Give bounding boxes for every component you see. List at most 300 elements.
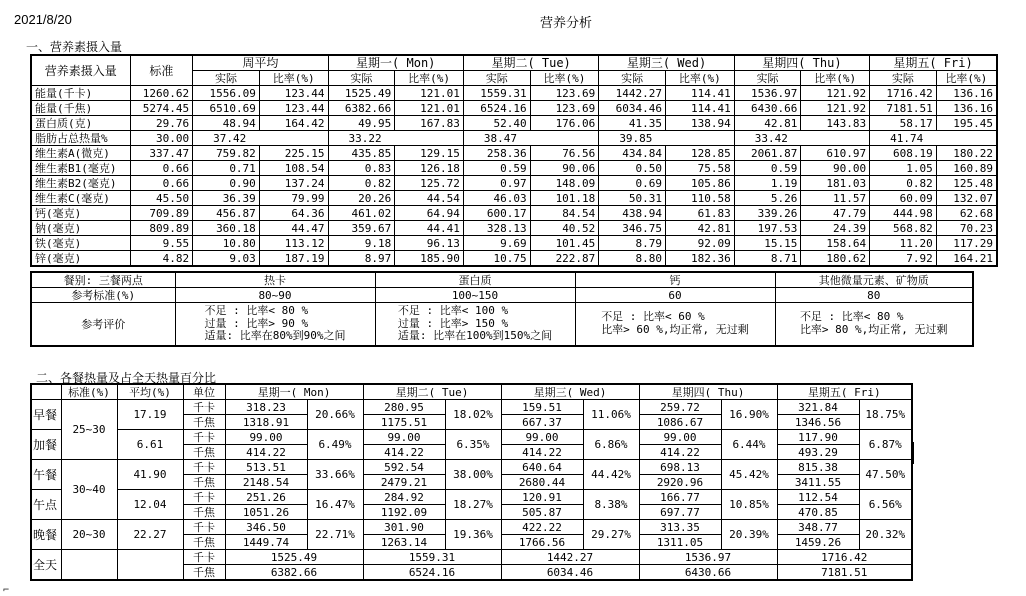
total-kj-value: 7181.51	[777, 565, 912, 581]
actual-value: 52.40	[463, 116, 530, 131]
col-header-actual: 实际	[599, 71, 666, 86]
fat-ratio-value: 38.47	[463, 131, 598, 146]
blank-header	[31, 384, 61, 400]
meal-average: 41.90	[117, 460, 183, 490]
ratio-value: 90.00	[801, 161, 870, 176]
evaluation-line: 不足 : 比率< 60 %	[601, 310, 705, 324]
energy-percent: 38.00%	[445, 460, 501, 490]
actual-value: 5.26	[734, 191, 801, 206]
actual-value: 461.02	[328, 206, 395, 221]
kj-value: 1459.26	[777, 535, 859, 550]
ratio-value: 225.15	[259, 146, 328, 161]
energy-percent: 47.50%	[859, 460, 912, 490]
actual-value: 438.94	[599, 206, 666, 221]
reference-category-row	[31, 272, 973, 288]
energy-percent: 18.75%	[859, 400, 912, 430]
kj-value: 2148.54	[225, 475, 307, 490]
actual-value: 2061.87	[734, 146, 801, 161]
ratio-value: 125.48	[936, 176, 997, 191]
energy-percent: 11.06%	[583, 400, 639, 430]
energy-percent: 45.42%	[721, 460, 777, 490]
total-kj-value: 6430.66	[639, 565, 777, 581]
evaluation-lines	[601, 311, 749, 336]
ratio-value: 126.18	[395, 161, 464, 176]
ratio-value: 79.99	[259, 191, 328, 206]
actual-value: 8.79	[599, 236, 666, 251]
reference-standard-value: 80	[775, 288, 973, 303]
total-kcal-value: 1525.49	[225, 550, 363, 565]
col-header-actual: 实际	[328, 71, 395, 86]
ratio-value: 167.83	[395, 116, 464, 131]
kcal-value: 422.22	[501, 520, 583, 535]
corner-mark: ⌐	[3, 585, 10, 596]
intake-header-row	[31, 55, 997, 71]
total-kcal-value: 1536.97	[639, 550, 777, 565]
reference-category-name: 钙	[575, 272, 775, 288]
actual-value: 0.97	[463, 176, 530, 191]
kcal-value: 313.35	[639, 520, 721, 535]
energy-percent: 20.39%	[721, 520, 777, 550]
actual-value: 1442.27	[599, 86, 666, 101]
energy-percent: 6.87%	[859, 430, 912, 460]
intake-row	[31, 206, 997, 221]
actual-value: 1.19	[734, 176, 801, 191]
ratio-value: 164.21	[936, 251, 997, 267]
ratio-value: 90.06	[530, 161, 599, 176]
kcal-value: 318.23	[225, 400, 307, 415]
ratio-value: 108.54	[259, 161, 328, 176]
ratio-value: 96.13	[395, 236, 464, 251]
evaluation-lines	[800, 311, 948, 336]
unit-kj: 千焦	[183, 565, 225, 581]
kcal-value: 815.38	[777, 460, 859, 475]
total-kj-value: 6382.66	[225, 565, 363, 581]
ratio-value: 24.39	[801, 221, 870, 236]
ratio-value: 117.29	[936, 236, 997, 251]
actual-value: 339.26	[734, 206, 801, 221]
ratio-value: 11.57	[801, 191, 870, 206]
reference-evaluation-row	[31, 303, 973, 347]
total-kj-value: 6034.46	[501, 565, 639, 581]
evaluation-lines	[205, 305, 346, 343]
ratio-value: 222.87	[530, 251, 599, 267]
meal-row-kcal	[31, 430, 912, 445]
meal-standard: 30~40	[61, 460, 117, 520]
meal-average: 22.27	[117, 520, 183, 550]
reference-category-name: 其他微量元素、矿物质	[775, 272, 973, 288]
kcal-value: 592.54	[363, 460, 445, 475]
ratio-value: 182.36	[665, 251, 734, 267]
evaluation-line: 不足 : 比率< 80 %	[204, 304, 309, 318]
unit-kj: 千焦	[183, 415, 225, 430]
actual-value: 46.03	[463, 191, 530, 206]
meal-row-kcal	[31, 520, 912, 535]
reference-category-name: 蛋白质	[375, 272, 575, 288]
kj-value: 697.77	[639, 505, 721, 520]
total-label: 全天	[31, 550, 61, 581]
kj-value: 414.22	[639, 445, 721, 460]
unit-kcal: 千卡	[183, 550, 225, 565]
nutrient-intake-table	[30, 54, 998, 267]
energy-percent: 18.27%	[445, 490, 501, 520]
kj-value: 1051.26	[225, 505, 307, 520]
actual-value: 9.18	[328, 236, 395, 251]
period-header: 星期四( Thu)	[734, 55, 869, 71]
section-title-meals: 二、各餐热量及占全天热量百分比	[36, 371, 217, 385]
ratio-value: 129.15	[395, 146, 464, 161]
total-blank	[117, 550, 183, 581]
actual-value: 0.59	[734, 161, 801, 176]
ratio-value: 138.94	[665, 116, 734, 131]
fat-ratio-value: 39.85	[599, 131, 734, 146]
section-title-intake: 一、营养素摄入量	[26, 40, 123, 54]
ratio-value: 160.89	[936, 161, 997, 176]
actual-value: 9.69	[463, 236, 530, 251]
meal-name: 晚餐	[31, 520, 61, 550]
intake-row	[31, 221, 997, 236]
actual-value: 600.17	[463, 206, 530, 221]
energy-percent: 16.47%	[307, 490, 363, 520]
ratio-value: 75.58	[665, 161, 734, 176]
nutrient-standard: 30.00	[130, 131, 193, 146]
col-header-actual: 实际	[870, 71, 937, 86]
ratio-value: 84.54	[530, 206, 599, 221]
actual-value: 359.67	[328, 221, 395, 236]
kcal-value: 346.50	[225, 520, 307, 535]
nutrient-name: 维生素B1(毫克)	[31, 161, 130, 176]
actual-value: 6524.16	[463, 101, 530, 116]
kcal-value: 301.90	[363, 520, 445, 535]
period-header: 星期三( Wed)	[599, 55, 734, 71]
kj-value: 1449.74	[225, 535, 307, 550]
nutrient-standard: 0.66	[130, 176, 193, 191]
nutrient-standard: 45.50	[130, 191, 193, 206]
energy-percent: 6.86%	[583, 430, 639, 460]
unit-kj: 千焦	[183, 475, 225, 490]
intake-row	[31, 146, 997, 161]
kcal-value: 99.00	[501, 430, 583, 445]
actual-value: 49.95	[328, 116, 395, 131]
energy-percent: 6.35%	[445, 430, 501, 460]
col-header-ratio: 比率(%)	[936, 71, 997, 86]
ratio-value: 137.24	[259, 176, 328, 191]
col-header-unit: 单位	[183, 384, 225, 400]
day-header: 星期三( Wed)	[501, 384, 639, 400]
total-blank	[61, 550, 117, 581]
nutrient-name: 蛋白质(克)	[31, 116, 130, 131]
nutrient-name: 锌(毫克)	[31, 251, 130, 267]
ratio-value: 180.22	[936, 146, 997, 161]
actual-value: 7.92	[870, 251, 937, 267]
actual-value: 568.82	[870, 221, 937, 236]
actual-value: 9.03	[193, 251, 260, 267]
kj-value: 2680.44	[501, 475, 583, 490]
actual-value: 1716.42	[870, 86, 937, 101]
actual-value: 6430.66	[734, 101, 801, 116]
day-header: 星期四( Thu)	[639, 384, 777, 400]
kcal-value: 99.00	[639, 430, 721, 445]
kj-value: 1086.67	[639, 415, 721, 430]
kj-value: 1192.09	[363, 505, 445, 520]
actual-value: 0.82	[328, 176, 395, 191]
actual-value: 346.75	[599, 221, 666, 236]
ratio-value: 121.92	[801, 101, 870, 116]
fat-ratio-value: 37.42	[193, 131, 328, 146]
nutrient-standard: 1260.62	[130, 86, 193, 101]
col-header-ratio: 比率(%)	[259, 71, 328, 86]
actual-value: 197.53	[734, 221, 801, 236]
ratio-value: 121.01	[395, 86, 464, 101]
day-header: 星期五( Fri)	[777, 384, 912, 400]
evaluation-line: 比率> 80 %,均正常, 无过剩	[799, 323, 948, 336]
ratio-value: 121.01	[395, 101, 464, 116]
fat-ratio-value: 33.22	[328, 131, 463, 146]
unit-kcal: 千卡	[183, 400, 225, 415]
energy-percent: 16.90%	[721, 400, 777, 430]
col-header-actual: 实际	[463, 71, 530, 86]
nutrient-standard: 5274.45	[130, 101, 193, 116]
report-date: 2021/8/20	[14, 12, 72, 27]
actual-value: 328.13	[463, 221, 530, 236]
ratio-value: 105.86	[665, 176, 734, 191]
actual-value: 36.39	[193, 191, 260, 206]
col-header-ratio: 比率(%)	[395, 71, 464, 86]
ratio-value: 143.83	[801, 116, 870, 131]
actual-value: 0.71	[193, 161, 260, 176]
kcal-value: 284.92	[363, 490, 445, 505]
ratio-value: 185.90	[395, 251, 464, 267]
energy-percent: 20.32%	[859, 520, 912, 550]
energy-percent: 33.66%	[307, 460, 363, 490]
energy-percent: 19.36%	[445, 520, 501, 550]
ratio-value: 123.44	[259, 86, 328, 101]
actual-value: 0.90	[193, 176, 260, 191]
nutrient-name: 脂肪占总热量%	[31, 131, 130, 146]
col-header-ratio: 比率(%)	[530, 71, 599, 86]
unit-kcal: 千卡	[183, 490, 225, 505]
nutrient-name: 维生素B2(毫克)	[31, 176, 130, 191]
kcal-value: 99.00	[363, 430, 445, 445]
nutrient-standard: 709.89	[130, 206, 193, 221]
actual-value: 6382.66	[328, 101, 395, 116]
meal-row-kcal	[31, 460, 912, 475]
ratio-value: 128.85	[665, 146, 734, 161]
evaluation-lines	[398, 305, 552, 343]
col-header-average: 平均(%)	[117, 384, 183, 400]
ratio-value: 121.92	[801, 86, 870, 101]
actual-value: 41.35	[599, 116, 666, 131]
reference-standard-value: 100~150	[375, 288, 575, 303]
actual-value: 1525.49	[328, 86, 395, 101]
nutrient-standard: 29.76	[130, 116, 193, 131]
ratio-value: 180.62	[801, 251, 870, 267]
energy-percent: 22.71%	[307, 520, 363, 550]
actual-value: 1536.97	[734, 86, 801, 101]
meal-name: 加餐	[31, 430, 61, 460]
actual-value: 444.98	[870, 206, 937, 221]
kcal-value: 120.91	[501, 490, 583, 505]
total-kcal-value: 1559.31	[363, 550, 501, 565]
actual-value: 6034.46	[599, 101, 666, 116]
meal-standard: 25~30	[61, 400, 117, 460]
reference-standard-table	[30, 271, 974, 347]
actual-value: 6510.69	[193, 101, 260, 116]
col-header-actual: 实际	[193, 71, 260, 86]
reference-evaluation	[575, 303, 775, 347]
reference-category-name: 热卡	[175, 272, 375, 288]
ratio-value: 76.56	[530, 146, 599, 161]
kj-value: 414.22	[363, 445, 445, 460]
actual-value: 434.84	[599, 146, 666, 161]
energy-percent: 18.02%	[445, 400, 501, 430]
evaluation-line: 适量: 比率在80%到90%之间	[204, 329, 346, 343]
ratio-value: 125.72	[395, 176, 464, 191]
kj-value: 1346.56	[777, 415, 859, 430]
intake-row	[31, 116, 997, 131]
actual-value: 8.80	[599, 251, 666, 267]
actual-value: 8.97	[328, 251, 395, 267]
ratio-value: 123.44	[259, 101, 328, 116]
unit-kcal: 千卡	[183, 460, 225, 475]
ratio-value: 136.16	[936, 101, 997, 116]
nutrient-name: 维生素C(毫克)	[31, 191, 130, 206]
nutrient-name: 能量(千焦)	[31, 101, 130, 116]
actual-value: 7181.51	[870, 101, 937, 116]
nutrient-name: 钙(毫克)	[31, 206, 130, 221]
actual-value: 60.09	[870, 191, 937, 206]
actual-value: 1.05	[870, 161, 937, 176]
kj-value: 1263.14	[363, 535, 445, 550]
reference-evaluation-label: 参考评价	[31, 303, 175, 347]
actual-value: 0.82	[870, 176, 937, 191]
unit-kj: 千焦	[183, 445, 225, 460]
total-row-kcal	[31, 550, 912, 565]
kcal-value: 159.51	[501, 400, 583, 415]
kj-value: 1766.56	[501, 535, 583, 550]
kcal-value: 99.00	[225, 430, 307, 445]
ratio-value: 123.69	[530, 86, 599, 101]
nutrient-name: 维生素A(微克)	[31, 146, 130, 161]
ratio-value: 64.36	[259, 206, 328, 221]
period-header: 星期五( Fri)	[870, 55, 997, 71]
ratio-value: 70.23	[936, 221, 997, 236]
intake-row	[31, 191, 997, 206]
col-header-nutrient: 营养素摄入量	[31, 55, 130, 86]
nutrient-name: 铁(毫克)	[31, 236, 130, 251]
kj-value: 2479.21	[363, 475, 445, 490]
evaluation-line: 过量 : 比率> 150 %	[397, 316, 509, 330]
actual-value: 58.17	[870, 116, 937, 131]
ratio-value: 114.41	[665, 101, 734, 116]
reference-standard-label: 参考标准(%)	[31, 288, 175, 303]
meal-standard: 20~30	[61, 520, 117, 550]
col-header-ratio: 比率(%)	[801, 71, 870, 86]
page-title: 营养分析	[540, 16, 593, 31]
ratio-value: 61.83	[665, 206, 734, 221]
col-header-standard: 标准	[130, 55, 193, 86]
kcal-value: 513.51	[225, 460, 307, 475]
actual-value: 1559.31	[463, 86, 530, 101]
ratio-value: 132.07	[936, 191, 997, 206]
kj-value: 414.22	[225, 445, 307, 460]
unit-kcal: 千卡	[183, 520, 225, 535]
actual-value: 1556.09	[193, 86, 260, 101]
ratio-value: 62.68	[936, 206, 997, 221]
meal-average: 12.04	[117, 490, 183, 520]
period-header: 周平均	[193, 55, 328, 71]
kcal-value: 166.77	[639, 490, 721, 505]
energy-percent: 10.85%	[721, 490, 777, 520]
kcal-value: 251.26	[225, 490, 307, 505]
nutrient-name: 钠(毫克)	[31, 221, 130, 236]
col-header-ratio: 比率(%)	[665, 71, 734, 86]
unit-kcal: 千卡	[183, 430, 225, 445]
reference-standard-row	[31, 288, 973, 303]
fat-ratio-value: 33.42	[734, 131, 869, 146]
total-kcal-value: 1442.27	[501, 550, 639, 565]
period-header: 星期一( Mon)	[328, 55, 463, 71]
energy-percent: 29.27%	[583, 520, 639, 550]
energy-percent: 8.38%	[583, 490, 639, 520]
ratio-value: 158.64	[801, 236, 870, 251]
energy-percent: 6.44%	[721, 430, 777, 460]
actual-value: 360.18	[193, 221, 260, 236]
meal-name: 午餐	[31, 460, 61, 490]
col-header-standard: 标准(%)	[61, 384, 117, 400]
actual-value: 42.81	[734, 116, 801, 131]
evaluation-line: 不足 : 比率< 80 %	[799, 310, 904, 324]
col-header-actual: 实际	[734, 71, 801, 86]
ratio-value: 44.41	[395, 221, 464, 236]
kj-value: 2920.96	[639, 475, 721, 490]
nutrient-standard: 4.82	[130, 251, 193, 267]
nutrient-standard: 0.66	[130, 161, 193, 176]
kj-value: 470.85	[777, 505, 859, 520]
text-cursor	[912, 442, 914, 464]
actual-value: 258.36	[463, 146, 530, 161]
kcal-value: 117.90	[777, 430, 859, 445]
nutrient-name: 能量(千卡)	[31, 86, 130, 101]
actual-value: 0.69	[599, 176, 666, 191]
actual-value: 456.87	[193, 206, 260, 221]
ratio-value: 176.06	[530, 116, 599, 131]
evaluation-line: 适量: 比率在100%到150%之间	[397, 329, 553, 343]
actual-value: 15.15	[734, 236, 801, 251]
actual-value: 11.20	[870, 236, 937, 251]
ratio-value: 44.47	[259, 221, 328, 236]
kcal-value: 112.54	[777, 490, 859, 505]
ratio-value: 610.97	[801, 146, 870, 161]
ratio-value: 101.18	[530, 191, 599, 206]
ratio-value: 101.45	[530, 236, 599, 251]
reference-standard-value: 60	[575, 288, 775, 303]
meal-energy-table	[30, 383, 913, 581]
fat-ratio-row	[31, 131, 997, 146]
kj-value: 493.29	[777, 445, 859, 460]
ratio-value: 181.03	[801, 176, 870, 191]
actual-value: 0.50	[599, 161, 666, 176]
evaluation-line: 过量 : 比率> 90 %	[204, 316, 309, 330]
actual-value: 759.82	[193, 146, 260, 161]
kcal-value: 259.72	[639, 400, 721, 415]
ratio-value: 148.09	[530, 176, 599, 191]
meal-name: 早餐	[31, 400, 61, 430]
nutrient-standard: 337.47	[130, 146, 193, 161]
kcal-value: 321.84	[777, 400, 859, 415]
intake-row	[31, 101, 997, 116]
reference-evaluation	[375, 303, 575, 347]
evaluation-line: 不足 : 比率< 100 %	[397, 304, 509, 318]
